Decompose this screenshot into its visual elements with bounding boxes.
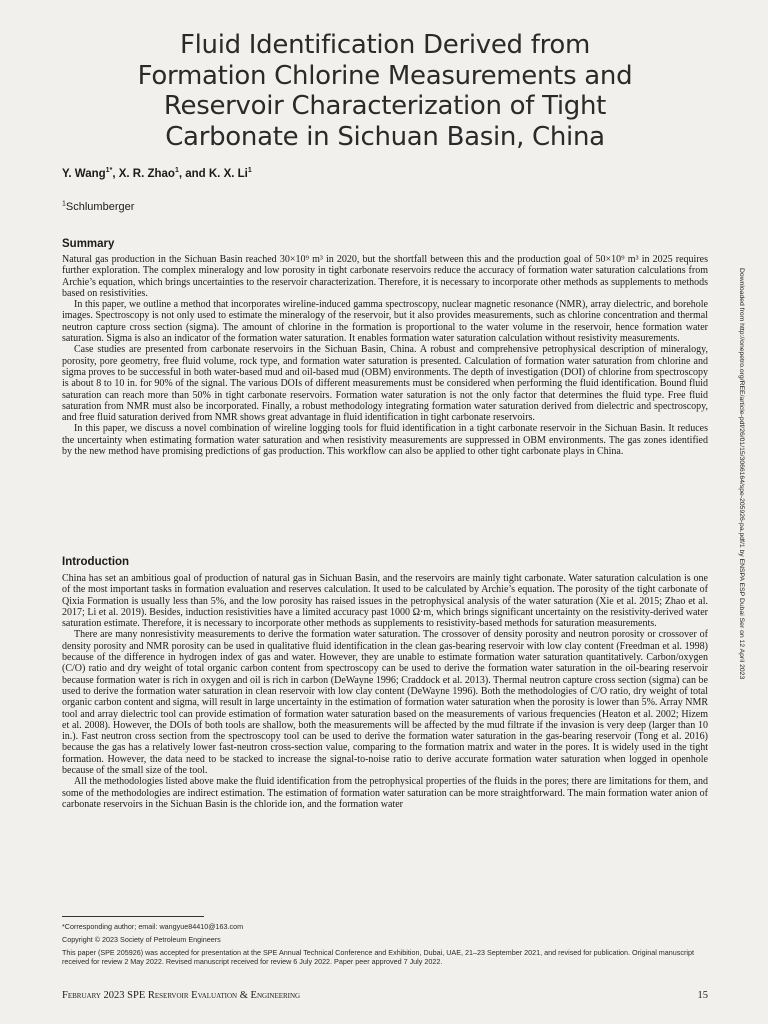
affiliation-mark: 1 — [62, 200, 66, 208]
summary-heading: Summary — [62, 238, 115, 250]
author-name: X. R. Zhao — [118, 168, 175, 180]
title-line: Fluid Identification Derived from — [179, 30, 591, 60]
copyright-note: Copyright © 2023 Society of Petroleum Engineers — [62, 935, 221, 944]
summary-paragraph: Natural gas production in the Sichuan Basin reached 30×10⁹ m³ in 2020, but the shortfall between this and the production goal of 50×10⁹ m³ in 2025 requires further exploration. The complex mineralogy and low porosity in tight carbonate reservoirs reduce the accuracy of formation water saturation calculations from Archie’s equation, which brings uncertainties to the reservoir characterization. Therefore, it is necessary to incorporate other methods as supplements to methods based on resistivities. — [62, 254, 708, 299]
title-line: Reservoir Characterization of Tight — [163, 91, 607, 121]
author-list: Y. Wang$^{1*}$, X. R. Zhao$^1$, and K. X. Li$^1$ — [62, 167, 252, 180]
author-affiliation-mark: 1 — [105, 167, 110, 175]
corresponding-author-note: *Corresponding author; email: wangyue84410@163.com — [62, 922, 244, 931]
submission-note: This paper (SPE 205926) was accepted for presentation at the SPE Annual Technical Conference and Exhibition, Dubai, UAE, 21–23 September 2021, and revised for publication. Original manuscript received for review 2 May 2022. Revised manuscript received for review 6 July 2022. Paper peer approved 7 July 2022. — [62, 948, 694, 966]
author-affiliation-mark: 1 — [174, 167, 179, 175]
page-number: 15 — [697, 990, 708, 1001]
paper-title — [60, 30, 710, 152]
affiliation-name: Schlumberger — [65, 201, 135, 213]
introduction-paragraph: China has set an ambitious goal of production of natural gas in Sichuan Basin, and the reservoirs are mainly tight carbonate. Water saturation calculation is one of the most important tasks in formation evaluation and reserves calculation. It used to be calculated by Archie’s equation. The porosity of the tight carbonate of Qixia Formation is usually less than 5%, and the low porosity has raised issues in the petrophysical analysis of the water saturation (Xie et al. 2015; Zhao et al. 2017; Li et al. 2019). Besides, induction resistivities have a limited accuracy past 1000 Ω·m, which brings significant uncertainty on the resistivity-derived water saturation estimate. Therefore, it is necessary to incorporate other methods as supplements to resistivity-based methods for saturation measurements. — [62, 573, 708, 630]
introduction-paragraph: There are many nonresistivity measurements to derive the formation water saturation. The crossover of density porosity and neutron porosity or crossover of density porosity and NMR porosity can be used in qualitative fluid identification in the clean gas-bearing reservoir with low clay content (Freedman et al. 1998) because of the difference in hydrogen index of gas and water. However, they are unable to estimate formation water saturation quantitatively. Carbon/oxygen (C/O) ratio and dry weight of total organic carbon content from spectroscopy can be used to derive the formation water saturation in the oil-bearing reservoir because formation water is rich in oxygen and oil is rich in carbon (DeWayne 1996; Craddock et al. 2013). Thermal neutron capture cross section (sigma) can be used to derive the formation water saturation in clean reservoir with low clay content (DeWayne 1996). Both the methodologies of C/O ratio, dry weight of total organic carbon content and sigma, will result in large uncertainty in the estimation of formation water saturation when the porosity is lower than 5%. Array NMR tool and array dielectric tool can provide estimation of formation water saturation based on the measurements of various frequencies (Heaton et al. 2002; Hizem et al. 2008). However, the DOIs of both tools are shallow, both the measurements will be affected by the mud filtrate if the invasion is very deep (larger than 10 in.). Fast neutron cross section from the spectroscopy tool can be used to derive the formation water saturation in the gas-bearing reservoir (Tong et al. 2016) because the gas has a relatively lower fast-neutron cross-section value, comparing to the formation matrix and water in the pores. It is widely used in the tight formation. However, the data need to be stacked to increase the signal-to-noise ratio to derive accurate formation water saturation when logged in openhole because of the small size of the tool. — [62, 629, 708, 777]
download-watermark — [735, 268, 747, 1008]
title-line: Formation Chlorine Measurements and — [137, 60, 633, 91]
introduction-section — [62, 573, 708, 810]
footnotes — [62, 922, 708, 970]
author-name: Y. Wang — [62, 168, 106, 180]
author-affiliation-mark: 1 — [247, 167, 252, 175]
introduction-paragraph: All the methodologies listed above make the fluid identification from the petrophysical properties of the fluids in the pores; there are limitations for them, and some of the methodologies are indirect estimation. The estimation of formation water saturation can be more straightforward. The main formation water anion of carbonate reservoirs in the Sichuan Basin is the chloride ion, and the formation water — [62, 776, 708, 810]
summary-section — [62, 254, 708, 457]
affiliation — [62, 201, 134, 213]
introduction-heading: Introduction — [62, 556, 130, 568]
title-line: Carbonate in Sichuan Basin, China — [165, 121, 605, 152]
author-name: K. X. Li — [208, 168, 248, 180]
summary-paragraph: In this paper, we discuss a novel combination of wireline logging tools for fluid identification in a tight carbonate reservoir in the Sichuan Basin. It reduces the uncertainty when estimating formation water saturation and when resistivity measurements are suppressed in OBM environments. The gas zones identified by the new method have promising predictions of gas production. This workflow can also be applied to other tight carbonate plays in China. — [62, 423, 708, 458]
download-watermark-text: Downloaded from http://onepetro.org/REE/article-pdf/26/01/15/3066164/spe-205926-pa.pdf/1 by ENSPA ESP Dubai Ser on 12 April 2023 — [738, 268, 745, 680]
summary-paragraph: Case studies are presented from carbonate reservoirs in the Sichuan Basin, China. A robust and comprehensive petrophysical description of mineralogy, porosity, pore geometry, free fluid volume, rock type, and formation water saturation is presented. Calculation of formation water saturation from chlorine and sigma proves to be successful in both water-based mud and oil-based mud (OBM) environments. The depth of investigation (DOI) of chlorine from spectroscopy is about 8 to 10 in. for 90% of the signal. The various DOIs of different measurements must be considered when performing the fluid identification. Bound fluid saturation can reach more than 50% in tight carbonate reservoirs. Formation water saturation is not the only factor that determines the fluid type. Free fluid saturation from NMR must also be incorporated. Finally, a robust methodology integrating formation water saturation derived from dielectric and spectroscopy, and free fluid saturation derived from NMR shows great advantage in fluid identification in tight carbonate reservoirs. — [62, 344, 708, 424]
journal-footer: February 2023 SPE Reservoir Evaluation & Engineering — [62, 990, 301, 1001]
footnote-divider — [62, 916, 204, 917]
summary-paragraph: In this paper, we outline a method that incorporates wireline-induced gamma spectroscopy, nuclear magnetic resonance (NMR), array dielectric, and borehole images. Spectroscopy is not only used to estimate the mineralogy of the reservoir, but it also provides measurements, such as chlorine concentration and thermal neutron capture cross section (sigma). The amount of chlorine in the formation is proportional to the water volume in the reservoir, hence formation water saturation. Sigma is also an indicator of the formation water saturation. It enables formation water saturation calculation without resistivity measurements. — [62, 299, 708, 345]
corresponding-author-mark: * — [109, 167, 113, 175]
